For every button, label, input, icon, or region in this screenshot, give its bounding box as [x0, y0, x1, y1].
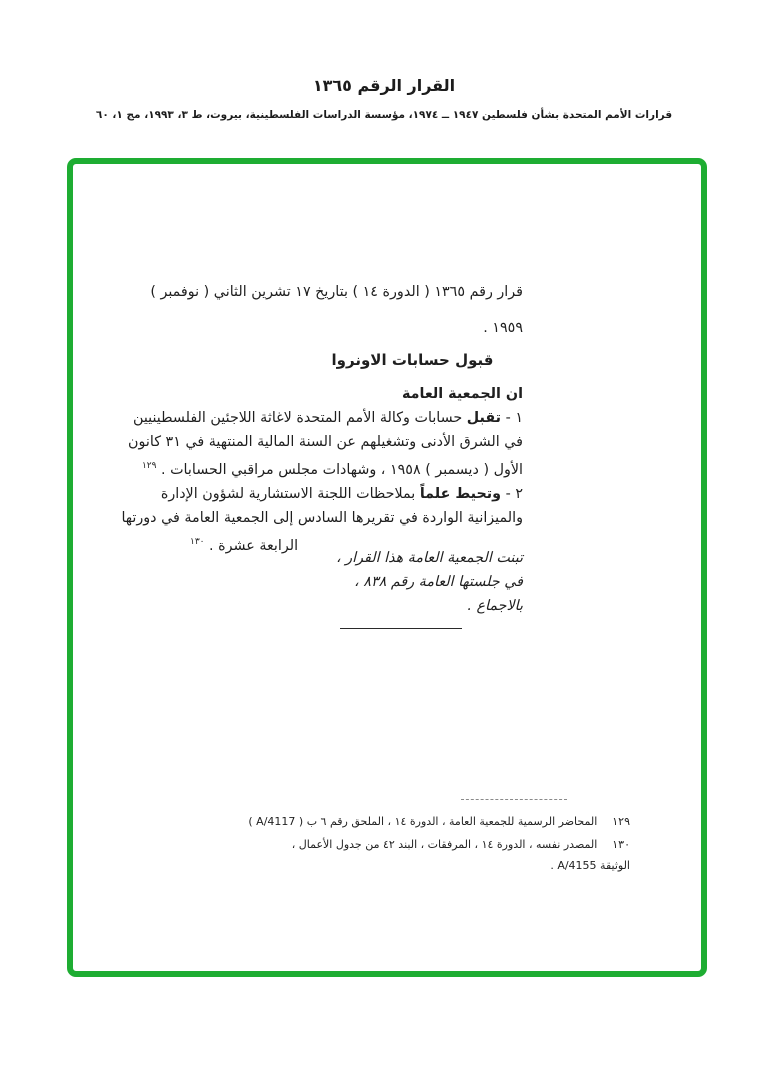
resolution-title-line2: ١٩٥٩ . — [483, 320, 523, 336]
footnote-number: ١٢٩ — [612, 815, 630, 828]
footnote-separator-rule — [461, 799, 567, 800]
page-header-resolution-number: القرار الرقم ١٣٦٥ — [312, 76, 456, 95]
footnote-text: الوثيقة A/4155 . — [550, 859, 630, 872]
adoption-note-line1: تبنت الجمعية العامة هذا القرار ، — [336, 550, 523, 566]
footnote-text: المحاضر الرسمية للجمعية العامة ، الدورة ١٤ ، الملحق رقم ٦ ب ( A/4117 ) — [248, 815, 598, 828]
paragraph1-line2: في الشرق الأدنى وتشغيلهم عن السنة المالية المنتهية في ٣١ كانون — [127, 434, 523, 450]
paragraph1-line3-text: الأول ( ديسمبر ) ١٩٥٨ ، وشهادات مجلس مراقبي الحسابات . — [156, 462, 523, 478]
paragraph1-line1 — [132, 406, 523, 430]
footnote-row-130 — [248, 833, 630, 856]
paragraph2-line1 — [160, 482, 523, 506]
footnote-number: ١٣٠ — [612, 838, 630, 851]
preamble-line: ان الجمعية العامة — [401, 386, 523, 402]
paragraph2-line1-rest: بملاحظات اللجنة الاستشارية لشؤون الإدارة — [160, 486, 420, 502]
footnote-text: المصدر نفسه ، الدورة ١٤ ، المرفقات ، البند ٤٢ من جدول الأعمال ، — [291, 838, 598, 851]
paragraph1-bold-word: تقبل — [466, 410, 502, 426]
resolution-title-line1: قرار رقم ١٣٦٥ ( الدورة ١٤ ) بتاريخ ١٧ تشرين الثاني ( نوفمبر ) — [150, 284, 523, 300]
end-separator-rule — [340, 628, 462, 629]
paragraph2-line3-text: الرابعة عشرة . — [204, 538, 299, 554]
source-citation: قرارات الأمم المتحدة بشأن فلسطين ١٩٤٧ ــ ١٩٧٤، مؤسسة الدراسات الفلسطينية، بيروت، ط ٣، ١٩٩٣، مج ١، ٦٠ — [95, 109, 673, 121]
footnote-ref-130: ١٣٠ — [190, 537, 205, 547]
resolution-subject: قبول حسابات الاونروا — [331, 351, 494, 369]
paragraph2-number: ٢ - — [501, 486, 523, 502]
paragraph2-line2: والميزانية الواردة في تقريرها السادس إلى الجمعية العامة في دورتها — [121, 510, 523, 526]
paragraph1-line1-rest: حسابات وكالة الأمم المتحدة لاغاثة اللاجئين الفلسطينيين — [132, 410, 467, 426]
paragraph1-line3 — [141, 454, 523, 478]
adoption-note-line2: في جلستها العامة رقم ٨٣٨ ، — [354, 574, 523, 590]
footnote-ref-129: ١٢٩ — [141, 461, 157, 471]
footnote-row-continuation — [248, 856, 630, 876]
adoption-note-line3: بالاجماع . — [467, 598, 523, 614]
footnotes-block — [248, 810, 630, 876]
paragraph2-bold-words: وتحيط علماً — [419, 486, 502, 502]
footnote-row-129 — [248, 810, 630, 833]
paragraph1-number: ١ - — [501, 410, 523, 426]
resolution-text-block — [121, 280, 523, 629]
